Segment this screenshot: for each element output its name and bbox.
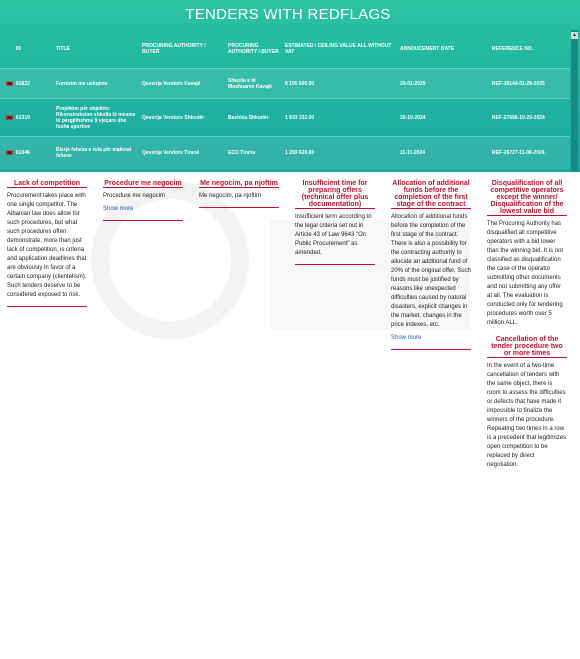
row-value: 1 833 332.00 [285, 115, 315, 121]
row-authority: Qeverija Vendore Shkodër [142, 115, 205, 121]
row-reference: REF-27698-10-29-2024 [492, 115, 545, 121]
flag-description: In the event of a two-time cancellation of tenders with the same object, there is room to assess the difficulties or defects that have made it impossible to finalize the winners of the procedure. Repeating two times in a row is a precedent that legitimizes open competition to be replaced by direct negotiation. [487, 363, 567, 468]
row-reference: REF-26727-11-08-2024 [492, 150, 545, 156]
column-header-value: ESTIMATED / CEILING VALUE ALL WITHOUT VAT [285, 43, 392, 55]
divider [295, 264, 375, 265]
column-header-buyer: PROCURING AUTHORITY / BUYER [228, 43, 279, 55]
column-header-date: ANNOUCEMENT DATE [400, 46, 455, 52]
row-date: 11-11-2024 [400, 150, 426, 156]
flag-description: Procurement takes place with one single competitor. The Albanian law does allow for such procedures, but what such procedures often demonstrate, more than just lack of competition, is criteria and application deadlines that are obviously in favor of a certain company (clientelism). Such tenders deserve to be considered exposed to risk. [7, 193, 87, 298]
hero-banner [0, 0, 580, 172]
flag-title: Allocation of additional funds before the completion of the first stage of the contract [392, 180, 470, 208]
flag-description: The Procuring Authority has disqualified all competitive operators with a bid lower than the winning bid. It is not classified as disqualification the case of the operator submitting other documents and not submitting any offer at all. The evaluation is conducted only for tendering procedures worth over 5 million ALL. [487, 221, 564, 326]
red-flag-icon [6, 82, 13, 86]
row-buyer: Bashkia Shkodër [228, 115, 269, 121]
table-header [0, 30, 570, 68]
row-value: 1 269 620.00 [285, 150, 315, 156]
divider [391, 349, 471, 350]
column-header-reference: REFERENCE NO. [492, 46, 534, 52]
row-buyer: Shkolla e të Moshuarve Kavajë [228, 78, 272, 90]
flag-lack-of-competition [7, 180, 87, 307]
column-header-id: ID [16, 46, 21, 52]
table-scrollbar[interactable] [571, 30, 578, 172]
flag-description: Me negocim, pa njoftim [199, 193, 262, 199]
flag-title: Insufficient time for preparing offers (technical offer plus documentation) [295, 180, 375, 209]
page-title: TENDERS WITH REDFLAGS [185, 6, 391, 23]
row-title[interactable]: Projektim për objektin: Rikonstruksion shkolla të mesme të përgjithshme 9 vjeçare dhe fusha sportive [56, 106, 136, 130]
red-flag-icon [6, 116, 13, 120]
flag-disqualification [487, 180, 567, 470]
table-row[interactable] [0, 68, 570, 99]
divider [199, 207, 279, 208]
table-row[interactable] [0, 136, 570, 169]
flag-title: Cancellation of the tender procedure two or more times [487, 336, 567, 358]
row-authority: Qeveirja Vendore Kavajë [142, 81, 201, 87]
flag-negocim-pa-njoftim [199, 180, 279, 208]
row-authority: Qeverija Vendore Tiranë [142, 150, 200, 156]
red-flag-icon [6, 151, 13, 155]
row-buyer: ECO Tirana [228, 150, 256, 156]
column-header-authority: PROCURING AUTHORITY / BUYER [142, 43, 206, 55]
flag-title: Lack of competition [7, 180, 87, 188]
scroll-up-icon[interactable]: ▲ [572, 32, 577, 38]
flag-insufficient-time [295, 180, 375, 265]
flag-title: Disqualification of all competitive operators except the winner/ Disqualification of the lowest value bid [487, 180, 567, 216]
show-more-link[interactable]: Show more [391, 335, 422, 341]
divider [7, 306, 87, 307]
row-date: 29-01-2025 [400, 81, 426, 87]
flag-procedure-negocim [103, 180, 183, 221]
flag-additional-funds [391, 180, 471, 350]
row-reference: REF-36144-01-28-2025 [492, 81, 545, 87]
row-title[interactable]: Furnizim me ushqime [56, 81, 108, 87]
flag-description: Allocation of additional funds before the completion of the first stage of the contract. There is also a possibility for the contracting authority to allocate an additional fund of 20% of the original offer. Such funds must be justified by reasons like unexpected difficulties caused by natural disasters, explicit changes in the market, changes in the price indexes, etc. [391, 214, 471, 328]
table-row[interactable] [0, 98, 570, 137]
row-id: 61319 [16, 115, 30, 121]
show-more-link[interactable]: Show more [103, 206, 134, 212]
row-title[interactable]: Blerje fshesa e rula për makinat fshese [56, 147, 132, 159]
row-value: 8 195 600.00 [285, 81, 315, 87]
row-id: 61822 [16, 81, 30, 87]
flag-description: Insufficient term according to the legal criteria set out in Article 43 of Law 9643 "On Public Procurement" as amended. [295, 214, 372, 256]
column-header-title: TITLE [56, 46, 70, 52]
flag-title: Me negocim, pa njoftim [200, 180, 278, 187]
flag-description: Procedure me negocim [103, 193, 166, 199]
flag-title: Procedure me negocim [104, 180, 182, 187]
row-date: 30-10-2024 [400, 115, 426, 121]
row-id: 61046 [16, 150, 30, 156]
divider [103, 220, 183, 221]
